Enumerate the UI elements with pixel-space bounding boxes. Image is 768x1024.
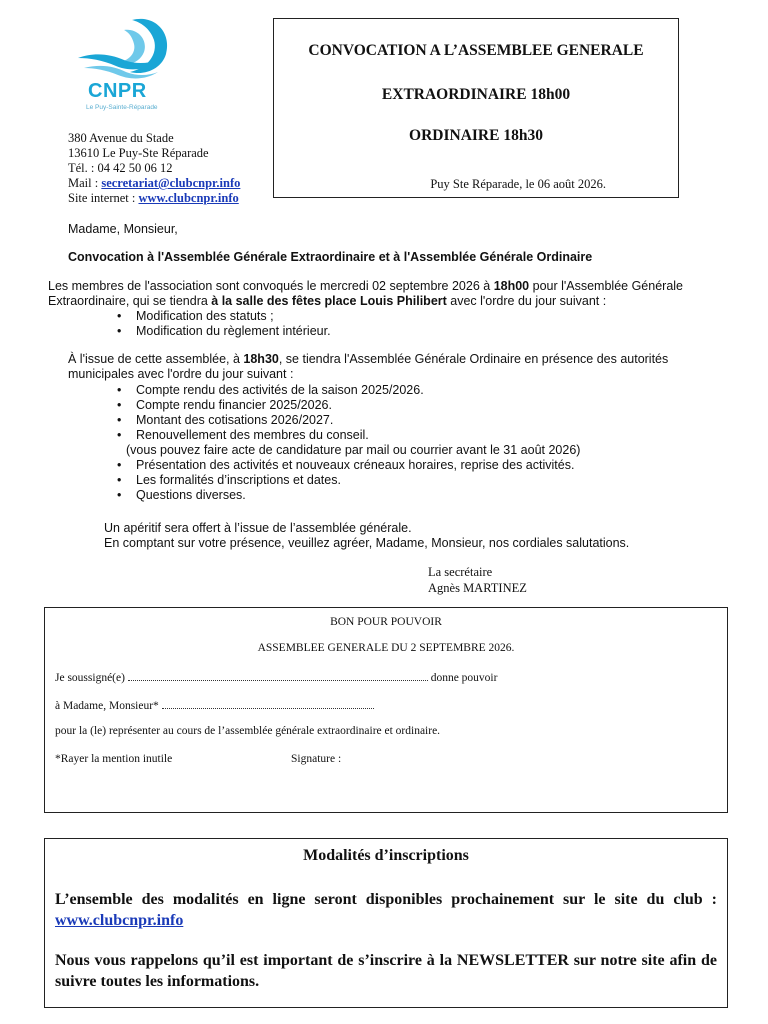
proxy-line-recipient (55, 698, 374, 712)
list-item-note: (vous pouvez faire acte de candidature par mail ou courrier avant le 31 août 2026) (126, 443, 581, 457)
proxy-form-box (44, 607, 728, 813)
para1-time: 18h00 (493, 279, 530, 293)
address-site-row (68, 191, 240, 206)
agenda-ordinaire (112, 383, 580, 503)
signoff (428, 564, 527, 596)
club-address (68, 131, 240, 206)
signoff-name: Agnès MARTINEZ (428, 581, 527, 595)
list-item: • Modification du règlement intérieur. (112, 324, 331, 339)
list-item: • Compte rendu des activités de la saison 2025/2026. (112, 383, 580, 398)
proxy-name-suffix: donne pouvoir (430, 672, 498, 684)
paragraph-ordinaire (68, 352, 708, 382)
modalites-title: Modalités d’inscriptions (303, 847, 469, 864)
proxy-title: BON POUR POUVOIR (330, 616, 442, 628)
logo-subtitle: Le Puy-Sainte-Réparade (86, 104, 158, 111)
address-mail-row (68, 176, 240, 191)
address-street: 380 Avenue du Stade (68, 131, 174, 145)
proxy-note: *Rayer la mention inutile (55, 753, 173, 765)
proxy-name-field[interactable] (128, 670, 428, 681)
closing-aperitif: Un apéritif sera offert à l’issue de l’assemblée générale. (104, 521, 412, 535)
header-extraordinaire: EXTRAORDINAIRE 18h00 (381, 86, 571, 103)
agenda-extraordinaire (112, 309, 331, 339)
list-item: • Renouvellement des membres du conseil. (112, 428, 580, 443)
convocation-header-box (273, 18, 679, 198)
para2-text1: À l'issue de cette assemblée, à (68, 352, 244, 366)
site-label: Site internet : (68, 191, 139, 205)
list-item: • Modification des statuts ; (112, 309, 331, 324)
para1-location: à la salle des fêtes place Louis Philibert (211, 294, 447, 308)
proxy-line-name (55, 670, 497, 684)
club-logo (74, 12, 174, 116)
list-item: • Montant des cotisations 2026/2027. (112, 413, 580, 428)
site-link[interactable]: www.clubcnpr.info (138, 191, 239, 205)
list-item: • Les formalités d’inscriptions et dates. (112, 473, 580, 488)
para2-text2: , se tiendra l'Assemblée Générale Ordinaire en présence des autorités municipales avec l'ordre du jour suivant : (68, 352, 669, 381)
modalites-paragraph-2: Nous vous rappelons qu’il est important de s’inscrire à la NEWSLETTER sur notre site afin de suivre toutes les informations. (55, 952, 717, 990)
closing-salutations: En comptant sur votre présence, veuillez agréer, Madame, Monsieur, nos cordiales salutations. (104, 536, 630, 550)
mail-label: Mail : (68, 176, 102, 190)
wave-logo-icon (74, 12, 174, 82)
club-site-link[interactable]: www.clubcnpr.info (55, 912, 184, 929)
subject-line: Convocation à l'Assemblée Générale Extraordinaire et à l'Assemblée Générale Ordinaire (68, 250, 593, 264)
para1-text3: avec l'ordre du jour suivant : (446, 294, 607, 308)
header-ordinaire: ORDINAIRE 18h30 (409, 127, 543, 144)
address-city: 13610 Le Puy-Ste Réparade (68, 146, 209, 160)
modalites-paragraph-1 (55, 889, 717, 931)
list-item: • Questions diverses. (112, 488, 580, 503)
proxy-signature-label: Signature : (291, 753, 342, 765)
para1-text2: pour l'Assemblée Générale Extraordinaire, qui se tiendra (48, 279, 683, 308)
list-item: • Présentation des activités et nouveaux créneaux horaires, reprise des activités. (112, 458, 580, 473)
logo-text: CNPR (88, 80, 147, 102)
salutation: Madame, Monsieur, (68, 222, 178, 236)
proxy-recipient-field[interactable] (162, 698, 374, 709)
header-date: Puy Ste Réparade, le 06 août 2026. (430, 177, 606, 191)
proxy-statement: pour la (le) représenter au cours de l’assemblée générale extraordinaire et ordinaire. (55, 725, 441, 737)
header-title: CONVOCATION A L’ASSEMBLEE GENERALE (308, 42, 644, 59)
paragraph-extraordinaire (48, 279, 720, 309)
list-item: • Compte rendu financier 2025/2026. (112, 398, 580, 413)
mail-link[interactable]: secretariat@clubcnpr.info (101, 176, 241, 190)
modalites-p1-text: L’ensemble des modalités en ligne seront disponibles prochainement sur le site du club : (55, 891, 717, 908)
proxy-name-label: Je soussigné(e) (55, 672, 125, 684)
signoff-role: La secrétaire (428, 565, 493, 579)
address-phone: Tél. : 04 42 50 06 12 (68, 161, 173, 175)
para1-text1: Les membres de l'association sont convoqués le mercredi 02 septembre 2026 à (48, 279, 494, 293)
proxy-subtitle: ASSEMBLEE GENERALE DU 2 SEPTEMBRE 2026. (257, 642, 515, 654)
modalites-box (44, 838, 728, 1008)
proxy-recipient-label: à Madame, Monsieur* (55, 700, 159, 712)
para2-time: 18h30 (243, 352, 279, 366)
